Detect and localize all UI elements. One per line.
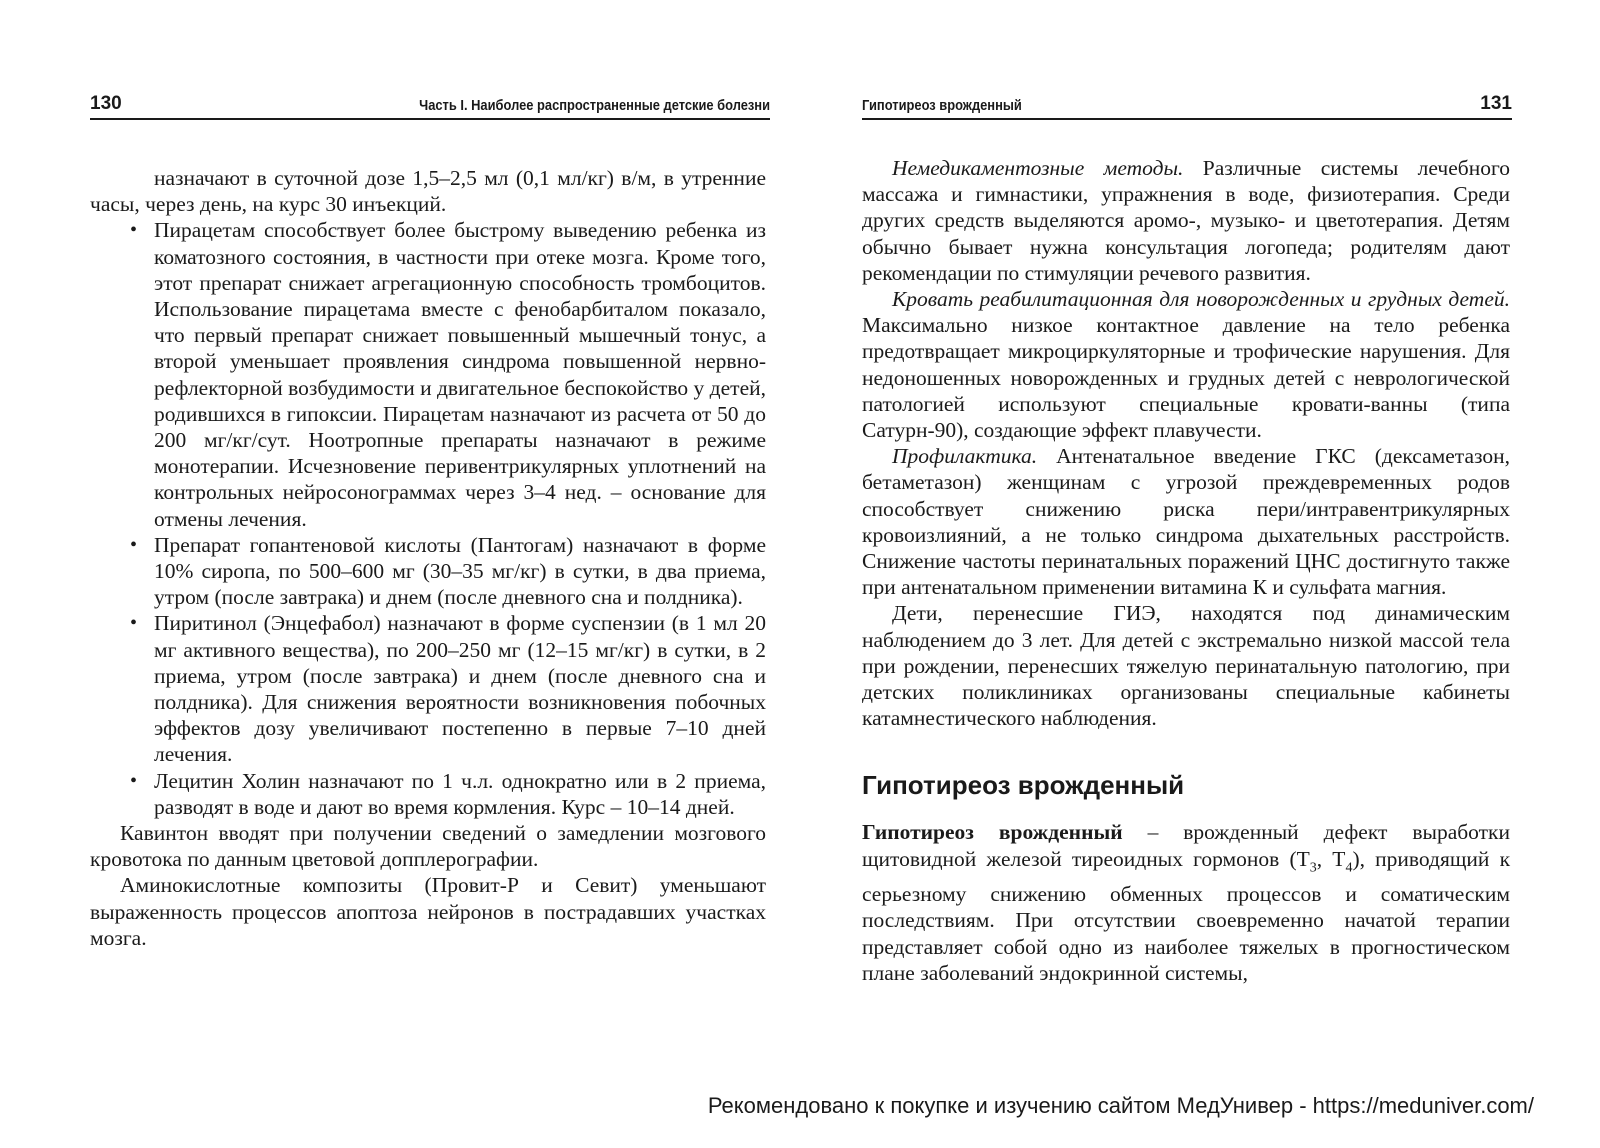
paragraph-definition xyxy=(862,819,1510,986)
list-item xyxy=(90,217,766,531)
bullet-list xyxy=(90,217,766,820)
paragraph-text: Антенатальное введение ГКС (дексаметазон, бетаметазон) женщинам с угрозой преждевременных родов способствует снижению риска пери/интравентрикулярных кровоизлияний, а не только синдрома дыхательных расстройств. Снижение частоты перинатальных поражений ЦНС достигнуто также при антенатальном применении витамина К и сульфата магния. xyxy=(862,444,1510,600)
definition-text-a: – врожденный дефект выработки щитовидной железой тиреоидных гормонов (Т xyxy=(862,820,1510,871)
left-running-title: Часть I. Наиболее распространенные детские болезни xyxy=(419,97,770,114)
paragraph-cavinton: Кавинтон вводят при получении сведений о замедлении мозгового кровотока по данным цветовой допплерографии. xyxy=(90,821,766,872)
right-body-text xyxy=(862,155,1510,986)
section-heading: Гипотиреоз врожденный xyxy=(862,770,1185,801)
subscript-4: 4 xyxy=(1345,859,1353,875)
right-running-head xyxy=(862,92,1512,120)
paragraph-follow-up: Дети, перенесшие ГИЭ, находятся под динамическим наблюдением до 3 лет. Для детей с экстремально низкой массой тела при рождении, перенесших тяжелую перинатальную патологию, при детских поликлиниках организованы специальные кабинеты катамнестического наблюдения. xyxy=(862,601,1510,731)
left-body-text xyxy=(90,165,766,951)
subscript-3: 3 xyxy=(1309,859,1317,875)
bullet-icon: • xyxy=(130,612,138,635)
bullet-icon: • xyxy=(130,769,138,792)
paragraph-prevention xyxy=(862,443,1510,600)
list-item-text: Пиритинол (Энцефабол) назначают в форме суспензии (в 1 мл 20 мг активного вещества), по 200–250 мг (12–15 мг/кг) в сутки, в 2 приема, утром (после завтрака) и днем (после дневного сна и полдника). Для снижения вероятности возникновения побочных эффектов дозу увеличивают постепенно в первые 7–10 дней лечения. xyxy=(154,611,766,767)
paragraph-amino-acids: Аминокислотные композиты (Провит-Р и Севит) уменьшают выраженность процессов апоптоза нейронов в пострадавших участках мозга. xyxy=(90,873,766,950)
paragraph-text: Различные системы лечебного массажа и гимнастики, упражнения в воде, физиотерапия. Среди других средств выделяются аромо-, музыко- и цветотерапия. Детям обычно бывает нужна консультация логопеда; родителям дают рекомендации по стимуляции речевого развития. xyxy=(862,156,1511,285)
left-page-number: 130 xyxy=(90,93,122,114)
list-item xyxy=(90,768,766,820)
continuation-paragraph: назначают в суточной дозе 1,5–2,5 мл (0,1 мл/кг) в/м, в утренние часы, через день, на курс 30 инъекций. xyxy=(90,166,766,217)
list-item-text: Препарат гопантеновой кислоты (Пантогам) назначают в форме 10% сиропа, по 500–600 мг (30–35 мг/кг) в сутки, в два приема, утром (после завтрака) и днем (после дневного сна и полдника). xyxy=(154,532,766,610)
paragraph-non-drug-methods xyxy=(862,155,1510,286)
right-running-title: Гипотиреоз врожденный xyxy=(862,97,1022,114)
footer-recommendation: Рекомендовано к покупке и изучению сайтом МедУнивер - https://meduniver.com/ xyxy=(707,1093,1534,1118)
paragraph-rehab-bed xyxy=(862,286,1510,443)
definition-text-b: , Т xyxy=(1316,846,1346,871)
bullet-icon: • xyxy=(130,533,138,556)
right-page-number: 131 xyxy=(1480,93,1512,114)
list-item xyxy=(90,532,766,611)
left-running-head xyxy=(90,92,770,120)
definition-term: Гипотиреоз врожденный xyxy=(862,820,1123,845)
list-item-text: Лецитин Холин назначают по 1 ч.л. однократно или в 2 приема, разводят в воде и дают во время кормления. Курс – 10–14 дней. xyxy=(154,768,766,819)
paragraph-text: Максимально низкое контактное давление на тело ребенка предотвращает микроциркуляторные и трофические нарушения. Для недоношенных новорожденных и грудных детей с неврологической патологией используют специальные кровати-ванны (типа Сатурн-90), создающие эффект плавучести. xyxy=(862,313,1510,443)
definition-text-c: ), приводящий к серьезному снижению обменных процессов и соматическим последствиям. При отсутствии своевременно начатой терапии представляет собой одно из наиболее тяжелых в прогностическом плане заболеваний эндокринной системы, xyxy=(862,846,1511,985)
paragraph-lead-italic: Профилактика. xyxy=(892,444,1038,469)
paragraph-lead-italic: Немедикаментозные методы. xyxy=(892,156,1184,180)
paragraph-lead-italic: Кровать реабилитационная для новорожденных и грудных детей. xyxy=(892,287,1510,312)
list-item-text: Пирацетам способствует более быстрому выведению ребенка из коматозного состояния, в частности при отеке мозга. Кроме того, этот препарат снижает агрегационную способность тромбоцитов. Использование пирацетама вместе с фенобарбиталом показало, что первый препарат снижает повышенный мышечный тонус, а второй уменьшает проявления синдрома повышенной нервно-рефлекторной возбудимости и двигательное беспокойство у детей, родившихся в гипоксии. Пирацетам назначают из расчета от 50 до 200 мг/кг/сут. Ноотропные препараты назначают в режиме монотерапии. Исчезновение перивентрикулярных уплотнений на контрольных нейросонограммах через 3–4 нед. – основание для отмены лечения. xyxy=(154,218,766,531)
bullet-icon: • xyxy=(130,219,138,242)
list-item xyxy=(90,610,766,767)
